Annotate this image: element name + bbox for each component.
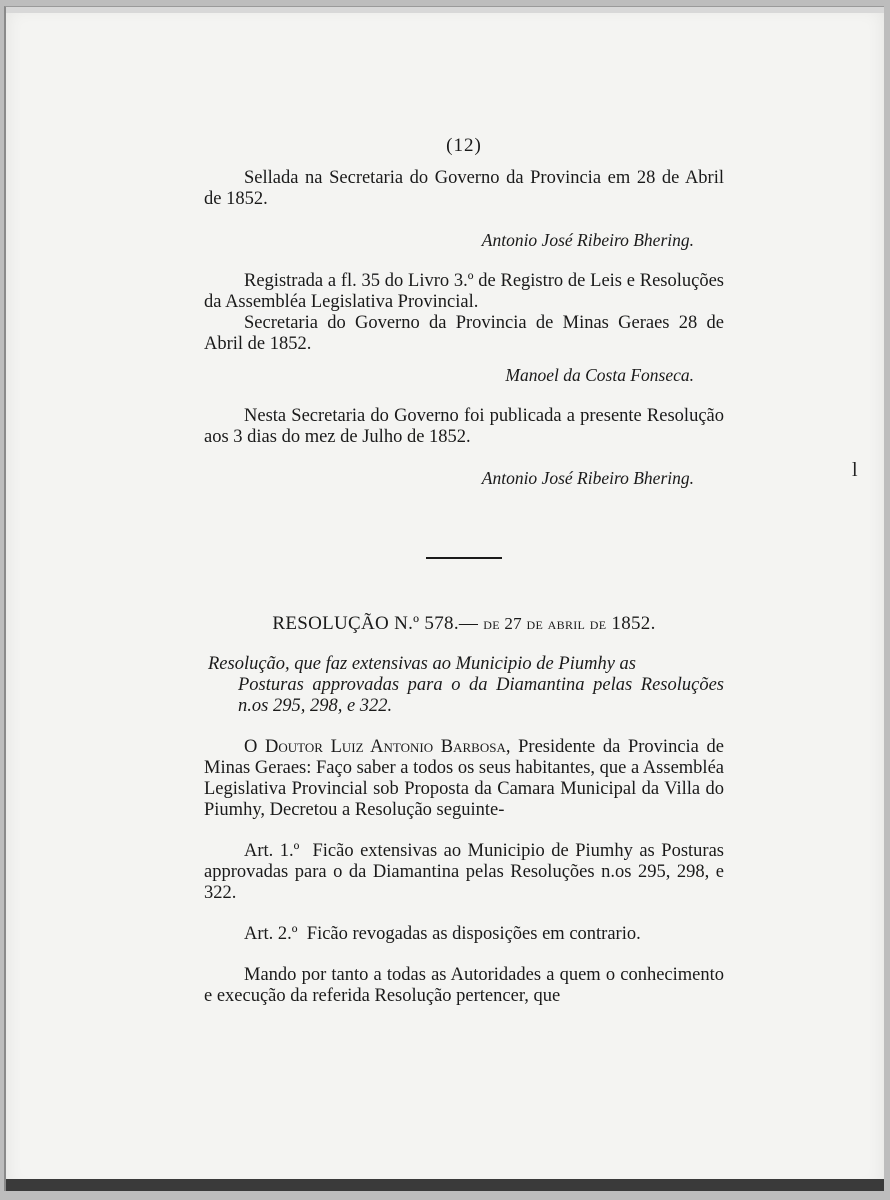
resolution-summary	[204, 654, 724, 717]
page-top-edge	[6, 7, 884, 13]
page-number: (12)	[446, 135, 482, 156]
resolution-summary-line2: Posturas approvadas para o da Diamantina pelas Resoluções n.os 295, 298, e 322.	[238, 675, 724, 716]
article-1-label: Art. 1.º	[244, 841, 300, 861]
resolution-heading-date: de 27 de abril de	[483, 614, 607, 633]
resolution-intro-text: , Presidente da Provincia de Minas Geraes: Faço saber a todos os seus habitantes, que a Assembléa Legislativa Provincial sob Proposta da Camara Municipal da Villa do Piumhy, Decretou a Resolução seguinte-	[204, 737, 724, 820]
closing-paragraph: Mando por tanto a todas as Autoridades a quem o conhecimento e execução da referida Resolução pertencer, que	[204, 965, 724, 1006]
article-2	[204, 924, 724, 945]
signature-bhering-2: Antonio José Ribeiro Bhering.	[481, 468, 694, 488]
signature-fonseca: Manoel da Costa Fonseca.	[505, 365, 694, 385]
page-bottom-edge	[6, 1179, 884, 1191]
sealed-paragraph: Sellada na Secretaria do Governo da Provincia em 28 de Abril de 1852.	[204, 168, 724, 209]
signature-bhering-1: Antonio José Ribeiro Bhering.	[481, 230, 694, 250]
article-1-text: Ficão extensivas ao Municipio de Piumhy as Posturas approvadas para o da Diamantina pelas Resoluções n.os 295, 298, e 322.	[204, 841, 724, 903]
document-page	[4, 6, 884, 1191]
resolution-heading	[204, 613, 724, 634]
registered-paragraph: Registrada a fl. 35 do Livro 3.º de Registro de Leis e Resoluções da Assembléa Legislativa Provincial.	[204, 271, 724, 312]
article-2-text: Ficão revogadas as disposições em contrario.	[306, 924, 641, 944]
article-2-label: Art. 2.º	[244, 924, 298, 944]
margin-mark: l	[852, 459, 858, 481]
president-name: O Doutor Luiz Antonio Barbosa	[244, 737, 506, 757]
resolution-summary-line1: Resolução, que faz extensivas ao Municipio de Piumhy as	[208, 654, 636, 674]
resolution-heading-main: RESOLUÇÃO N.º 578.—	[272, 613, 479, 634]
section-divider	[426, 557, 502, 559]
resolution-heading-year: 1852.	[611, 613, 656, 634]
resolution-intro	[204, 737, 724, 821]
page-content	[204, 135, 724, 1007]
published-paragraph: Nesta Secretaria do Governo foi publicada a presente Resolução aos 3 dias do mez de Julho de 1852.	[204, 406, 724, 447]
article-1	[204, 841, 724, 904]
secretariat-paragraph: Secretaria do Governo da Provincia de Minas Geraes 28 de Abril de 1852.	[204, 313, 724, 354]
